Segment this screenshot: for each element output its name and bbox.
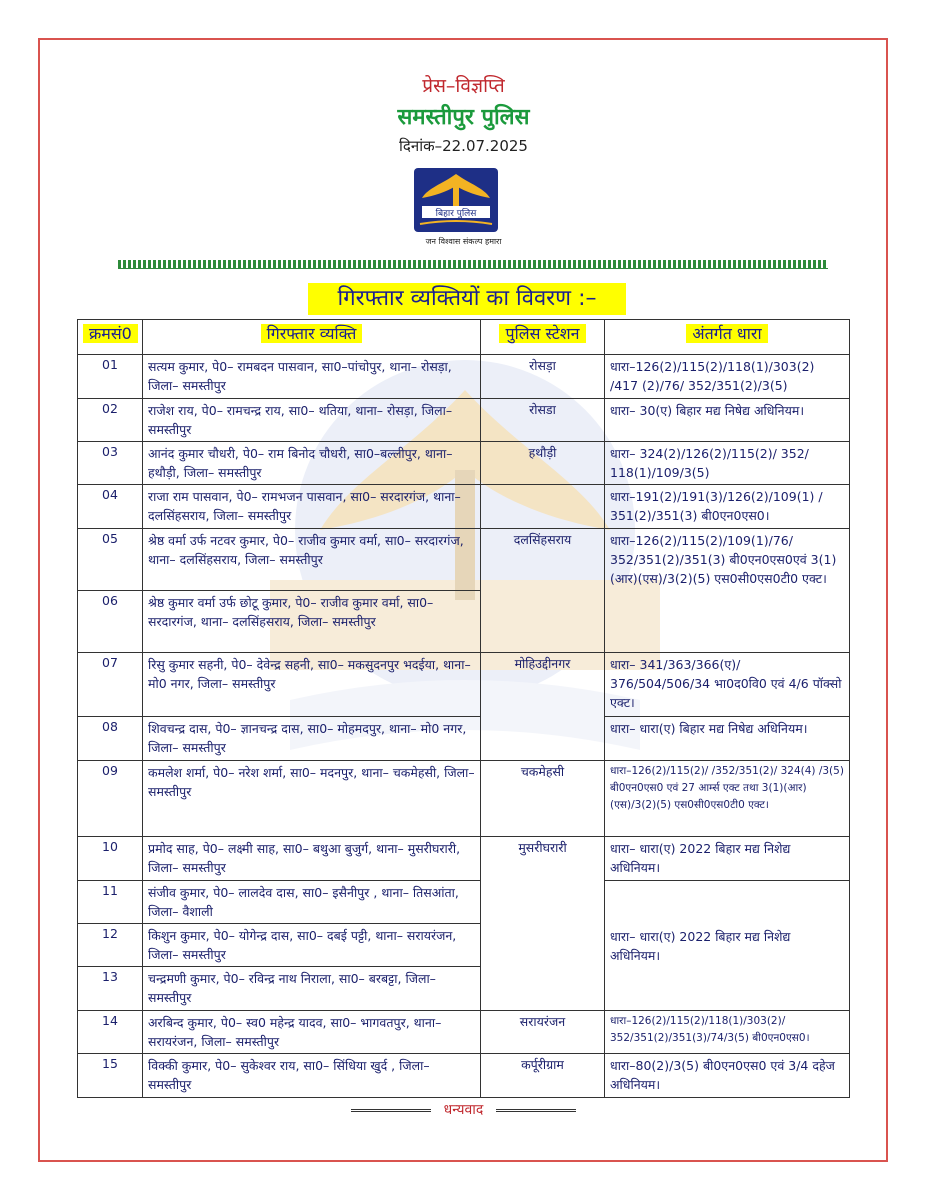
table-row — [78, 717, 850, 761]
col-header-person: गिरफ्तार व्यक्ति — [143, 320, 481, 355]
arrested-person: संजीव कुमार, पे0– लालदेव दास, सा0– इसैनीपुर , थाना– तिसआंता, जिला– वैशाली — [143, 881, 481, 924]
serial-number: 04 — [78, 485, 143, 529]
arrest-table — [77, 319, 850, 1098]
serial-number: 15 — [78, 1054, 143, 1098]
table-row — [78, 442, 850, 485]
legal-section: धारा– धारा(ए) 2022 बिहार मद्य निशेद्य अधिनियम। — [605, 881, 850, 1011]
press-release-label: प्रेस–विज्ञप्ति — [422, 75, 505, 97]
arrested-person: विक्की कुमार, पे0– सुकेश्वर राय, सा0– सिंधिया खुर्द , जिला– समस्तीपुर — [143, 1054, 481, 1098]
legal-section: धारा–126(2)/115(2)/109(1)/76/ 352/351(2)/351(3) बी0एन0एस0एवं 3(1)(आर)(एस)/3(2)(5) एस0सी0एस0टी0 एक्ट। — [605, 529, 850, 653]
motto-text: जन विश्वास संकल्प हमारा — [425, 237, 502, 246]
serial-number: 10 — [78, 837, 143, 881]
serial-number: 02 — [78, 399, 143, 442]
col-header-station: पुलिस स्टेशन — [481, 320, 605, 355]
arrested-person: सत्यम कुमार, पे0– रामबदन पासवान, सा0–पांचोपुर, थाना– रोसड़ा, जिला– समस्तीपुर — [143, 355, 481, 399]
serial-number: 12 — [78, 924, 143, 967]
arrested-person: राजेश राय, पे0– रामचन्द्र राय, सा0– थतिया, थाना– रोसड़ा, जिला– समस्तीपुर — [143, 399, 481, 442]
legal-section: धारा– 30(ए) बिहार मद्य निषेद्य अधिनियम। — [605, 399, 850, 442]
arrested-person: श्रेष्ठ कुमार वर्मा उर्फ छोटू कुमार, पे0– राजीव कुमार वर्मा, सा0– सरदारगंज, थाना– दलसिंहसराय, जिला– समस्तीपुर — [143, 591, 481, 653]
footer-dash-right — [496, 1109, 576, 1112]
serial-number: 01 — [78, 355, 143, 399]
table-row — [78, 837, 850, 881]
legal-section: धारा–126(2)/115(2)/118(1)/303(2) /417 (2)/76/ 352/351(2)/3(5) — [605, 355, 850, 399]
police-station: रोसड़ा — [481, 355, 605, 399]
serial-number: 14 — [78, 1011, 143, 1054]
thanks-text: धन्यवाद — [443, 1102, 484, 1118]
table-row — [78, 355, 850, 399]
col-header-section: अंतर्गत धारा — [605, 320, 850, 355]
serial-number: 08 — [78, 717, 143, 761]
arrested-person: चन्द्रमणी कुमार, पे0– रविन्द्र नाथ निराला, सा0– बरबट्टा, जिला– समस्तीपुर — [143, 967, 481, 1011]
footer-dash-left — [351, 1109, 431, 1112]
serial-number: 07 — [78, 653, 143, 717]
legal-section: धारा– धारा(ए) 2022 बिहार मद्य निशेद्य अधिनियम। — [605, 837, 850, 881]
arrested-person: श्रेष्ठ वर्मा उर्फ नटवर कुमार, पे0– राजीव कुमार वर्मा, सा0– सरदारगंज, थाना– दलसिंहसराय, जिला– समस्तीपुर — [143, 529, 481, 591]
section-title: गिरफ्तार व्यक्तियों का विवरण :– — [308, 283, 626, 315]
table-header-row — [78, 320, 850, 355]
footer — [0, 1100, 927, 1119]
serial-number: 13 — [78, 967, 143, 1011]
org-title: समस्तीपुर पुलिस — [397, 105, 530, 130]
police-station: सरायरंजन — [481, 1011, 605, 1054]
col-header-sn: क्रमसं0 — [78, 320, 143, 355]
table-row — [78, 529, 850, 591]
arrested-person: अरबिन्द कुमार, पे0– स्व0 महेन्द्र यादव, सा0– भागवतपुर, थाना– सरायरंजन, जिला– समस्तीपुर — [143, 1011, 481, 1054]
legal-section: धारा–126(2)/115(2)/118(1)/303(2)/ 352/351(2)/351(3)/74/3(5) बी0एन0एस0। — [605, 1011, 850, 1054]
arrested-person: शिवचन्द्र दास, पे0– ज्ञानचन्द्र दास, सा0– मोहमदपुर, थाना– मो0 नगर, जिला– समस्तीपुर — [143, 717, 481, 761]
police-station: हथौड़ी — [481, 442, 605, 485]
police-station — [481, 485, 605, 529]
legal-section: धारा– 341/363/366(ए)/ 376/504/506/34 भा0द0वि0 एवं 4/6 पॉक्सो एक्ट। — [605, 653, 850, 717]
table-row — [78, 399, 850, 442]
legal-section: धारा–126(2)/115(2)/ /352/351(2)/ 324(4) /3(5) बी0एन0एस0 एवं 27 आर्म्स एक्ट तथा 3(1)(आर)(एस)/3(2)(5) एस0सी0एस0टी0 एक्ट। — [605, 761, 850, 837]
serial-number: 03 — [78, 442, 143, 485]
table-row — [78, 881, 850, 924]
serial-number: 05 — [78, 529, 143, 591]
table-row — [78, 1054, 850, 1098]
police-station: चकमेहसी — [481, 761, 605, 837]
legal-section: धारा–191(2)/191(3)/126(2)/109(1) / 351(2)/351(3) बी0एन0एस0। — [605, 485, 850, 529]
arrested-person: रिसु कुमार सहनी, पे0– देवेन्द्र सहनी, सा0– मकसुदनपुर भदईया, थाना– मो0 नगर, जिला– समस्तीपुर — [143, 653, 481, 717]
police-station: दलसिंहसराय — [481, 529, 605, 653]
table-row — [78, 653, 850, 717]
date-label: दिनांक–22.07.2025 — [399, 137, 528, 155]
police-station: मुसरीघरारी — [481, 837, 605, 1011]
serial-number: 11 — [78, 881, 143, 924]
serial-number: 06 — [78, 591, 143, 653]
police-station: रोसडा — [481, 399, 605, 442]
arrested-person: किशुन कुमार, पे0– योगेन्द्र दास, सा0– दबई पट्टी, थाना– सरायरंजन, जिला– समस्तीपुर — [143, 924, 481, 967]
legal-section: धारा–80(2)/3(5) बी0एन0एस0 एवं 3/4 दहेज अधिनियम। — [605, 1054, 850, 1098]
table-row — [78, 485, 850, 529]
serial-number: 09 — [78, 761, 143, 837]
logo-text: बिहार पुलिस — [435, 209, 477, 219]
arrested-person: राजा राम पासवान, पे0– रामभजन पासवान, सा0– सरदारगंज, थाना– दलसिंहसराय, जिला– समस्तीपुर — [143, 485, 481, 529]
legal-section: धारा– 324(2)/126(2)/115(2)/ 352/ 118(1)/109/3(5) — [605, 442, 850, 485]
police-station: मोहिउद्दीनगर — [481, 653, 605, 761]
police-station: कर्पूरीग्राम — [481, 1054, 605, 1098]
legal-section: धारा– धारा(ए) बिहार मद्य निषेद्य अधिनियम। — [605, 717, 850, 761]
separator-line — [118, 260, 828, 269]
table-row — [78, 761, 850, 837]
table-row — [78, 1011, 850, 1054]
arrested-person: प्रमोद साह, पे0– लक्ष्मी साह, सा0– बथुआ बुजुर्ग, थाना– मुसरीघरारी, जिला– समस्तीपुर — [143, 837, 481, 881]
arrested-person: कमलेश शर्मा, पे0– नरेश शर्मा, सा0– मदनपुर, थाना– चकमेहसी, जिला– समस्तीपुर — [143, 761, 481, 837]
arrested-person: आनंद कुमार चौधरी, पे0– राम बिनोद चौधरी, सा0–बल्लीपुर, थाना– हथौड़ी, जिला– समस्तीपुर — [143, 442, 481, 485]
